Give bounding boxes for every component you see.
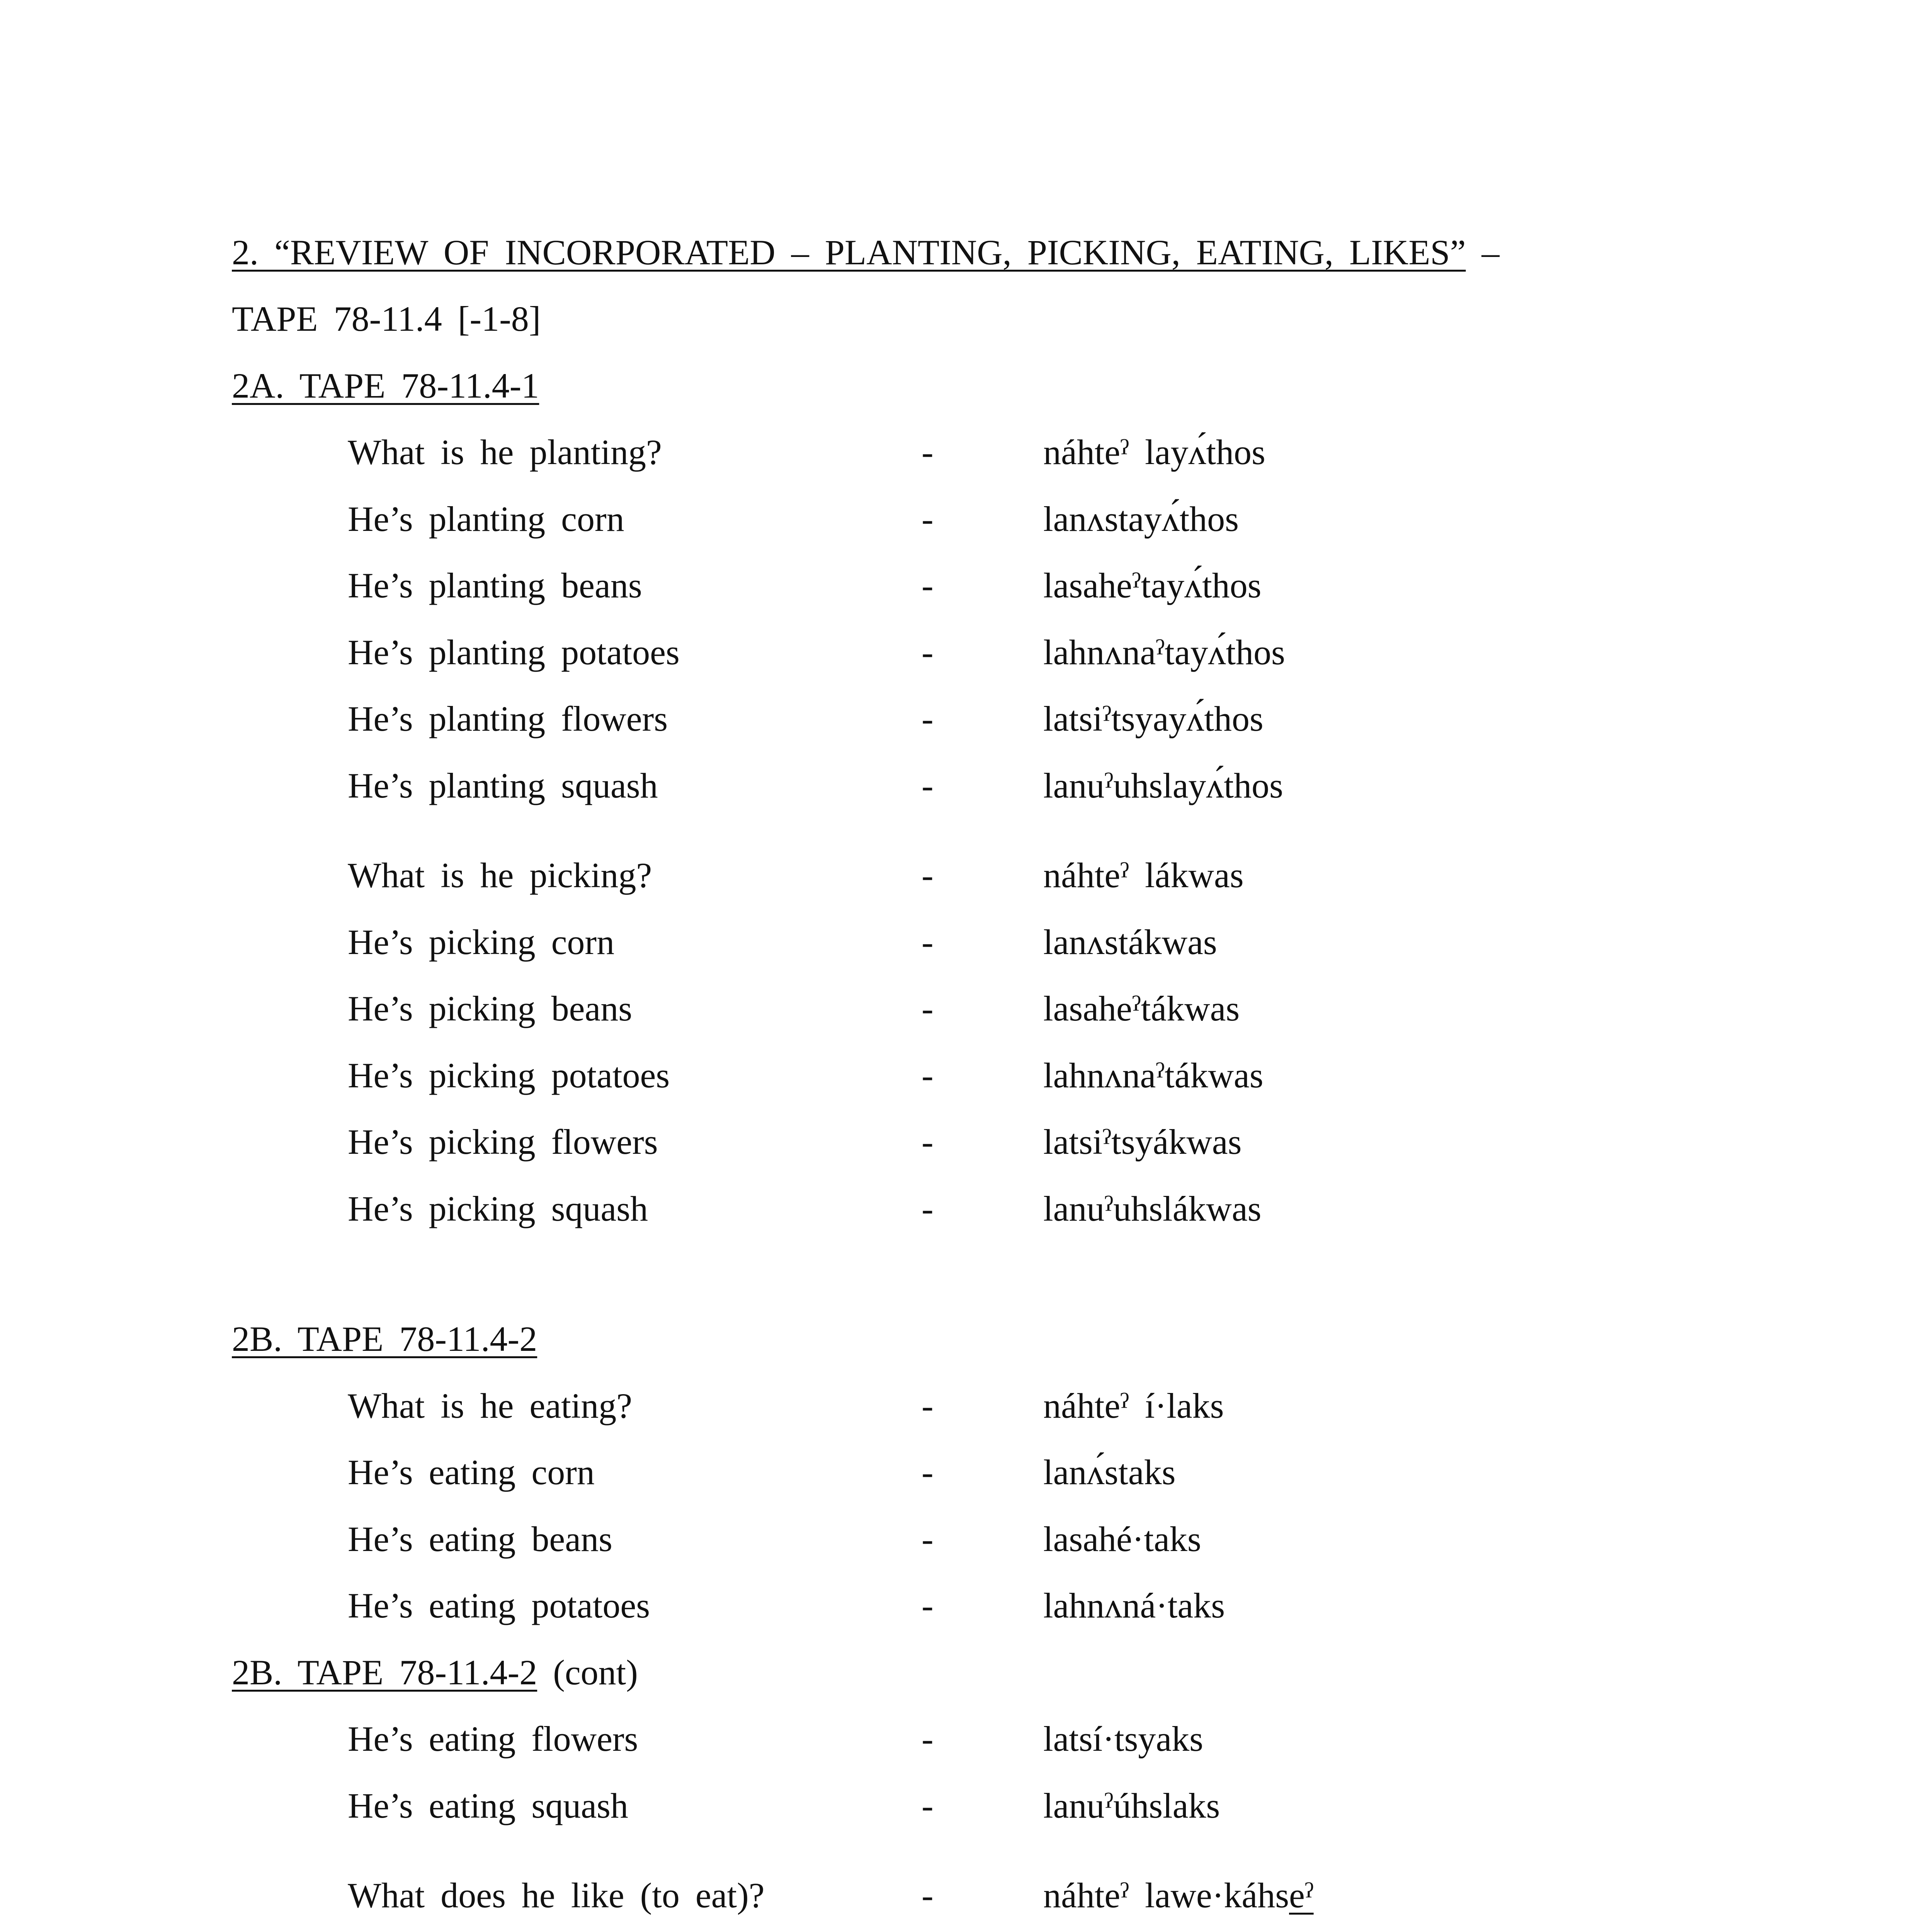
heading-title-suffix: –: [1466, 233, 1500, 272]
separator-dash: -: [922, 699, 934, 738]
oneida-phrase: lanʌ́staks: [1043, 1452, 1176, 1492]
english-phrase: What does he like (to eat)?: [348, 1876, 765, 1915]
oneida-phrase: lanuˀúhslaks: [1043, 1786, 1220, 1825]
english-phrase: He’s eating corn: [348, 1452, 595, 1492]
english-phrase: He’s planting potatoes: [348, 633, 680, 672]
english-phrase: He’s planting squash: [348, 766, 658, 805]
section-label-2a: 2A. TAPE 78-11.4-1: [232, 366, 539, 405]
separator-dash: -: [922, 1786, 934, 1825]
oneida-phrase: lanʌstayʌ́thos: [1043, 499, 1239, 539]
oneida-phrase: lahnʌná·taks: [1043, 1586, 1225, 1625]
separator-dash: -: [922, 1452, 934, 1492]
section-label-2b: 2B. TAPE 78-11.4-2: [232, 1319, 537, 1359]
heading-title: 2. “REVIEW OF INCORPORATED – PLANTING, PICKING, EATING, LIKES”: [232, 233, 1466, 272]
separator-dash: -: [922, 989, 934, 1028]
section-label-2b-cont-suffix: (cont): [537, 1653, 638, 1692]
oneida-phrase: lanuˀuhslákwas: [1043, 1189, 1262, 1228]
english-phrase: He’s planting beans: [348, 566, 642, 605]
separator-dash: -: [922, 566, 934, 605]
oneida-phrase: lanuˀuhslayʌ́thos: [1043, 766, 1283, 805]
separator-dash: -: [922, 1122, 934, 1162]
english-phrase: What is he picking?: [348, 855, 652, 895]
english-phrase: He’s eating squash: [348, 1786, 628, 1825]
english-phrase: He’s eating flowers: [348, 1719, 638, 1759]
english-phrase: He’s picking flowers: [348, 1122, 658, 1162]
separator-dash: -: [922, 432, 934, 472]
separator-dash: -: [922, 1056, 934, 1095]
separator-dash: -: [922, 1586, 934, 1625]
oneida-phrase: lahnʌnaˀtayʌ́thos: [1043, 633, 1285, 672]
separator-dash: -: [922, 499, 934, 539]
heading-tape: TAPE 78-11.4 [-1-8]: [232, 299, 541, 338]
oneida-phrase-underlined: eˀ: [1289, 1876, 1314, 1915]
section-label-2b-cont: [232, 1651, 638, 1694]
oneida-phrase: náhteˀ í·laks: [1043, 1386, 1224, 1425]
separator-dash: -: [922, 855, 934, 895]
page-heading: [232, 231, 1499, 274]
separator-dash: -: [922, 922, 934, 962]
english-phrase: He’s planting flowers: [348, 699, 668, 738]
oneida-phrase: lasaheˀtayʌ́thos: [1043, 566, 1262, 605]
english-phrase: He’s picking beans: [348, 989, 633, 1028]
separator-dash: -: [922, 1189, 934, 1228]
oneida-phrase: [1043, 1874, 1314, 1917]
oneida-phrase-main: náhteˀ lawe·káhs: [1043, 1876, 1289, 1915]
english-phrase: What is he eating?: [348, 1386, 633, 1425]
english-phrase: He’s eating beans: [348, 1519, 612, 1559]
oneida-phrase: náhteˀ layʌ́thos: [1043, 432, 1265, 472]
english-phrase: What is he planting?: [348, 432, 662, 472]
oneida-phrase: lahnʌnaˀtákwas: [1043, 1056, 1264, 1095]
separator-dash: -: [922, 633, 934, 672]
english-phrase: He’s picking squash: [348, 1189, 648, 1228]
separator-dash: -: [922, 1719, 934, 1759]
oneida-phrase: lanʌstákwas: [1043, 922, 1217, 962]
english-phrase: He’s picking potatoes: [348, 1056, 670, 1095]
oneida-phrase: latsí·tsyaks: [1043, 1719, 1203, 1759]
section-label-2b-cont-main: 2B. TAPE 78-11.4-2: [232, 1653, 537, 1692]
oneida-phrase: latsiˀtsyákwas: [1043, 1122, 1242, 1162]
oneida-phrase: latsiˀtsyayʌ́thos: [1043, 699, 1264, 738]
oneida-phrase: lasaheˀtákwas: [1043, 989, 1240, 1028]
english-phrase: He’s eating potatoes: [348, 1586, 650, 1625]
english-phrase: He’s picking corn: [348, 922, 615, 962]
separator-dash: -: [922, 766, 934, 805]
oneida-phrase: lasahé·taks: [1043, 1519, 1201, 1559]
separator-dash: -: [922, 1519, 934, 1559]
oneida-phrase: náhteˀ lákwas: [1043, 855, 1244, 895]
english-phrase: He’s planting corn: [348, 499, 624, 539]
separator-dash: -: [922, 1386, 934, 1425]
separator-dash: -: [922, 1876, 934, 1915]
